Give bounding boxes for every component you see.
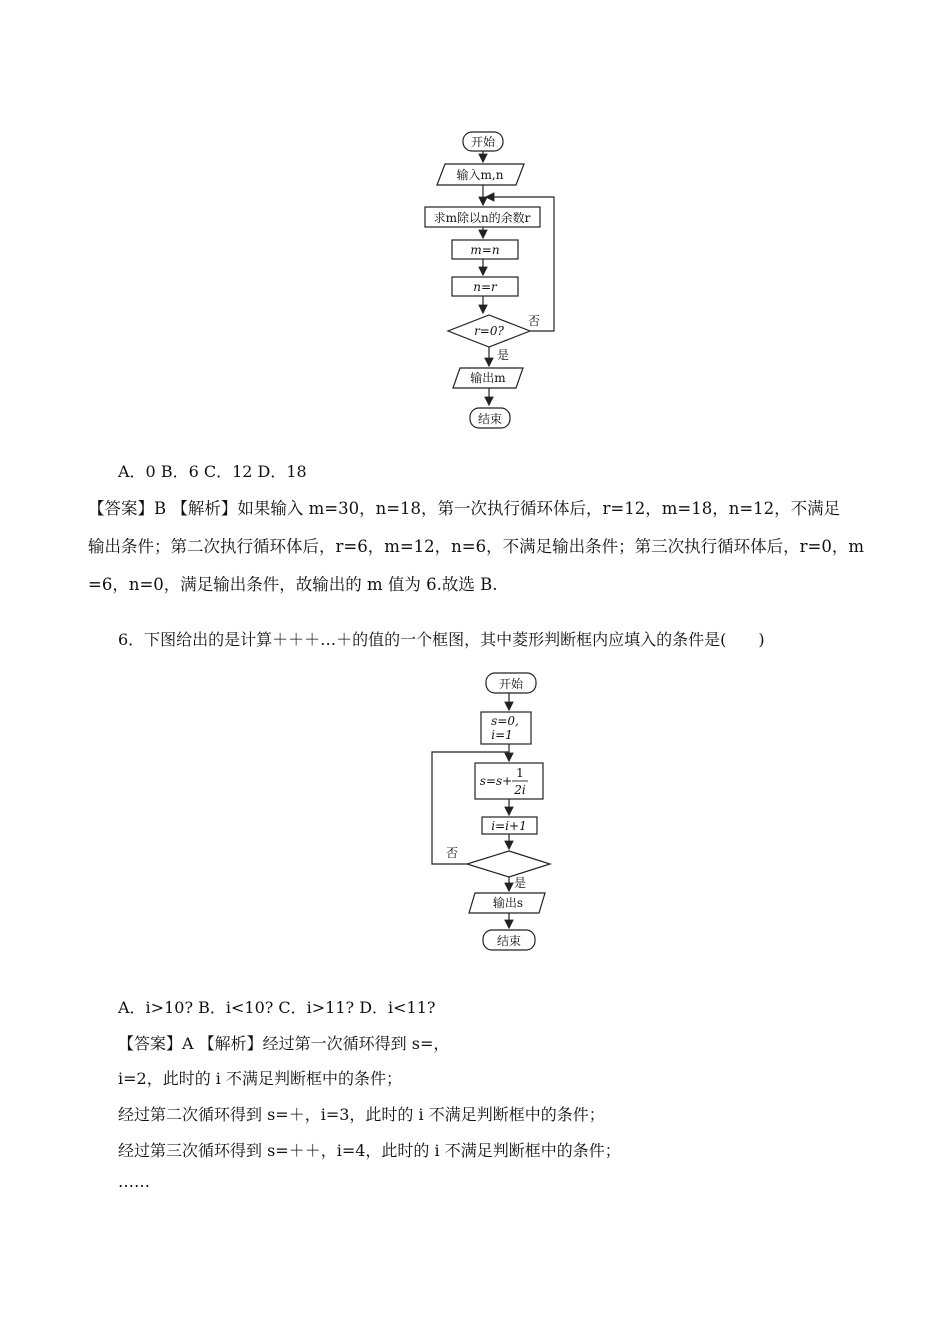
- fc2-no-label: 否: [445, 846, 459, 860]
- q5-answer-line-1: 【答案】B 【解析】如果输入 m=30，n=18，第一次执行循环体后，r=12，m=18，n=12，不满足: [88, 499, 841, 518]
- fc2-decision-node: [467, 851, 550, 877]
- fc2-output-text: 输出s: [492, 896, 524, 910]
- fc2-increment-text: i=i+1: [491, 819, 527, 833]
- fc2-frac-den: 2i: [514, 783, 526, 797]
- fc1-no-label: 否: [527, 314, 541, 328]
- q6-ellipsis: ……: [118, 1172, 150, 1191]
- fc2-yes-label: 是: [513, 876, 527, 890]
- fc1-start-text: 开始: [470, 135, 496, 149]
- fc1-yes-label: 是: [496, 348, 510, 362]
- fc1-condition-text: r=0?: [474, 324, 504, 338]
- q6-answer-line-2: i=2，此时的 i 不满足判断框中的条件；: [118, 1069, 402, 1088]
- q5-answer-line-2: 输出条件；第二次执行循环体后，r=6，m=12，n=6，不满足输出条件；第三次执行循环体后，r=0，m: [88, 537, 864, 556]
- q5-answer-line-3: =6，n=0，满足输出条件，故输出的 m 值为 6.故选 B.: [88, 575, 498, 594]
- flowchart-sum: [0, 665, 950, 965]
- fc1-remainder-text: 求m除以n的余数r: [433, 211, 531, 225]
- fc2-init-line-1: s=0,: [491, 714, 519, 728]
- fc1-input-text: 输入m,n: [456, 168, 504, 182]
- fc2-frac-num: 1: [516, 766, 524, 780]
- q5-options: A．0 B．6 C．12 D．18: [118, 462, 307, 481]
- fc2-start-text: 开始: [498, 677, 524, 691]
- q6-answer-line-4: 经过第三次循环得到 s=＋＋，i=4，此时的 i 不满足判断框中的条件；: [118, 1141, 621, 1160]
- flowchart-gcd: [0, 0, 950, 440]
- fc1-output-text: 输出m: [470, 371, 506, 385]
- fc1-assign-m-text: m=n: [470, 243, 500, 257]
- fc2-update-text: s=s+: [479, 774, 513, 788]
- q6-question: 6．下图给出的是计算＋＋＋…＋的值的一个框图，其中菱形判断框内应填入的条件是( ): [118, 630, 765, 649]
- q6-answer-line-1: 【答案】A 【解析】经过第一次循环得到 s=，: [118, 1034, 450, 1053]
- fc2-end-text: 结束: [496, 934, 522, 948]
- fc1-assign-n-text: n=r: [473, 280, 497, 294]
- fc1-end-text: 结束: [477, 412, 503, 426]
- fc2-init-line-2: i=1: [491, 728, 513, 742]
- q6-options: A．i>10? B．i<10? C．i>11? D．i<11?: [118, 998, 436, 1017]
- q6-answer-line-3: 经过第二次循环得到 s=＋，i=3，此时的 i 不满足判断框中的条件；: [118, 1105, 605, 1124]
